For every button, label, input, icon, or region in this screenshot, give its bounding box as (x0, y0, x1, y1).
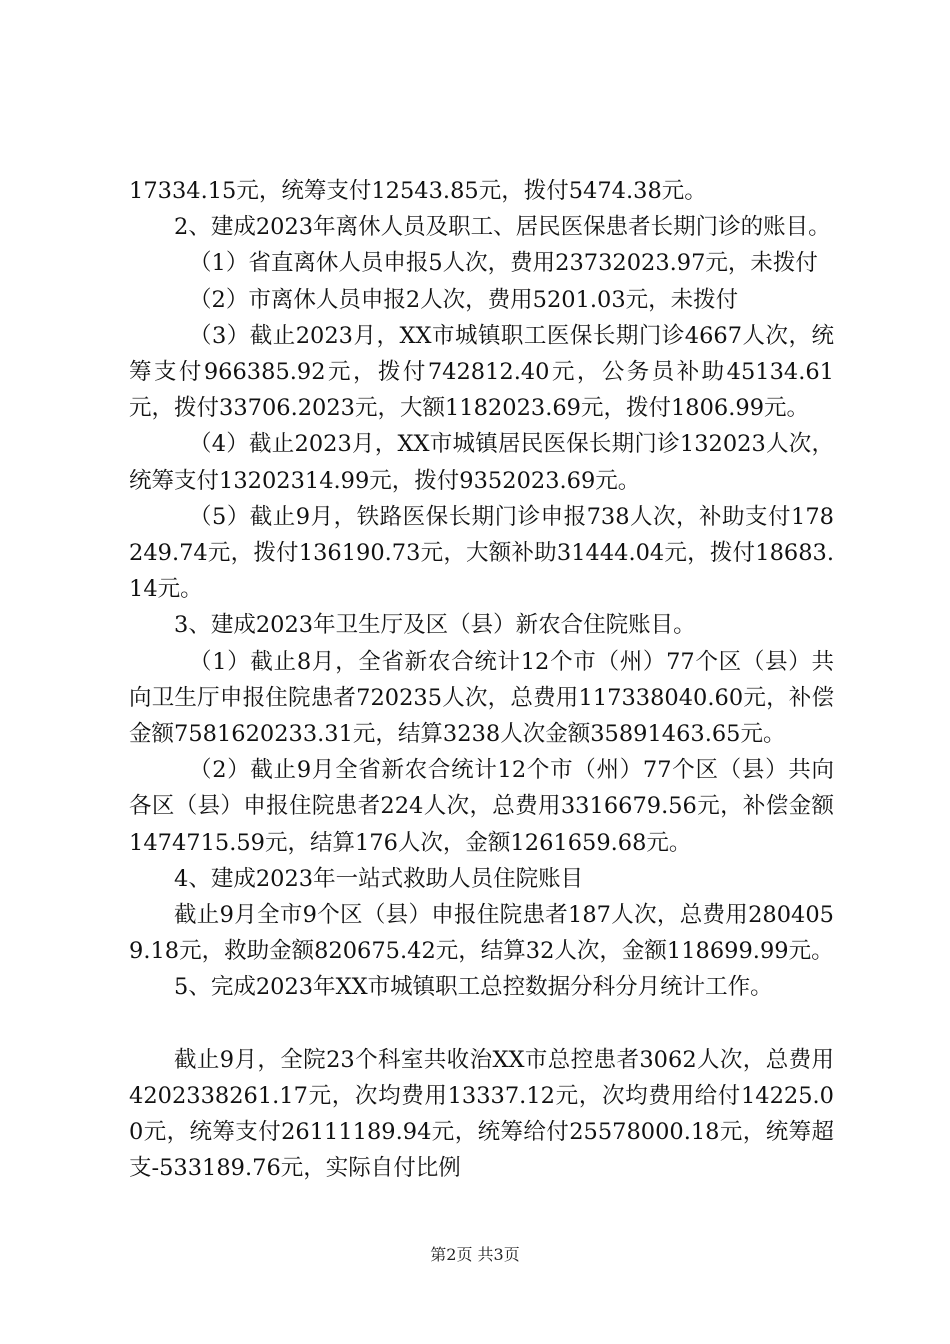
paragraph-section-3: 3、建成2023年卫生厅及区（县）新农合住院账目。 (174, 612, 696, 639)
paragraph-section-4-body: 截止9月全市9个区（县）申报住院患者187人次，总费用2804059.18元，救助金额820675.42元，结算32人次，金额118699.99元。 (129, 902, 834, 965)
paragraph-item-2-1: （1）省直离休人员申报5人次，费用23732023.97元，未拨付 (189, 250, 818, 277)
paragraph-item-2-3: （3）截止2023月，XX市城镇职工医保长期门诊4667人次，统筹支付966385.92元，拨付742812.40元，公务员补助45134.61元，拨付33706.2023元，大额1182023.69元，拨付1806.99元。 (129, 322, 834, 422)
paragraph-item-2-2: （2）市离休人员申报2人次，费用5201.03元，未拨付 (189, 286, 739, 313)
paragraph-item-3-2: （2）截止9月全省新农合统计12个市（州）77个区（县）共向各区（县）申报住院患者224人次，总费用3316679.56元，补偿金额1474715.59元，结算176人次，金额1261659.68元。 (129, 757, 834, 856)
document-body (129, 173, 834, 1186)
page-footer: 第2页 共3页 (430, 1245, 520, 1264)
paragraph-item-3-1: （1）截止8月，全省新农合统计12个市（州）77个区（县）共向卫生厅申报住院患者720235人次，总费用117338040.60元，补偿金额7581620233.31元，结算3238人次金额35891463.65元。 (129, 648, 834, 748)
paragraph-section-4: 4、建成2023年一站式救助人员住院账目 (174, 865, 584, 892)
paragraph-item-2-5: （5）截止9月，铁路医保长期门诊申报738人次，补助支付178249.74元，拨付136190.73元，大额补助31444.04元，拨付18683.14元。 (129, 503, 834, 603)
paragraph-section-2: 2、建成2023年离休人员及职工、居民医保患者长期门诊的账目。 (174, 214, 831, 241)
paragraph-section-5-body: 截止9月，全院23个科室共收治XX市总控患者3062人次，总费用4202338261.17元，次均费用13337.12元，次均费用给付14225.00元，统筹支付26111189.94元，统筹给付25578000.18元，统筹超支-533189.76元，实际自付比例 (129, 1046, 834, 1182)
paragraph-continuation: 17334.15元，统筹支付12543.85元，拨付5474.38元。 (129, 178, 707, 204)
paragraph-item-2-4: （4）截止2023月，XX市城镇居民医保长期门诊132023人次，统筹支付13202314.99元，拨付9352023.69元。 (129, 431, 834, 494)
paragraph-gap (129, 1006, 834, 1042)
paragraph-section-5: 5、完成2023年XX市城镇职工总控数据分科分月统计工作。 (174, 974, 773, 1001)
